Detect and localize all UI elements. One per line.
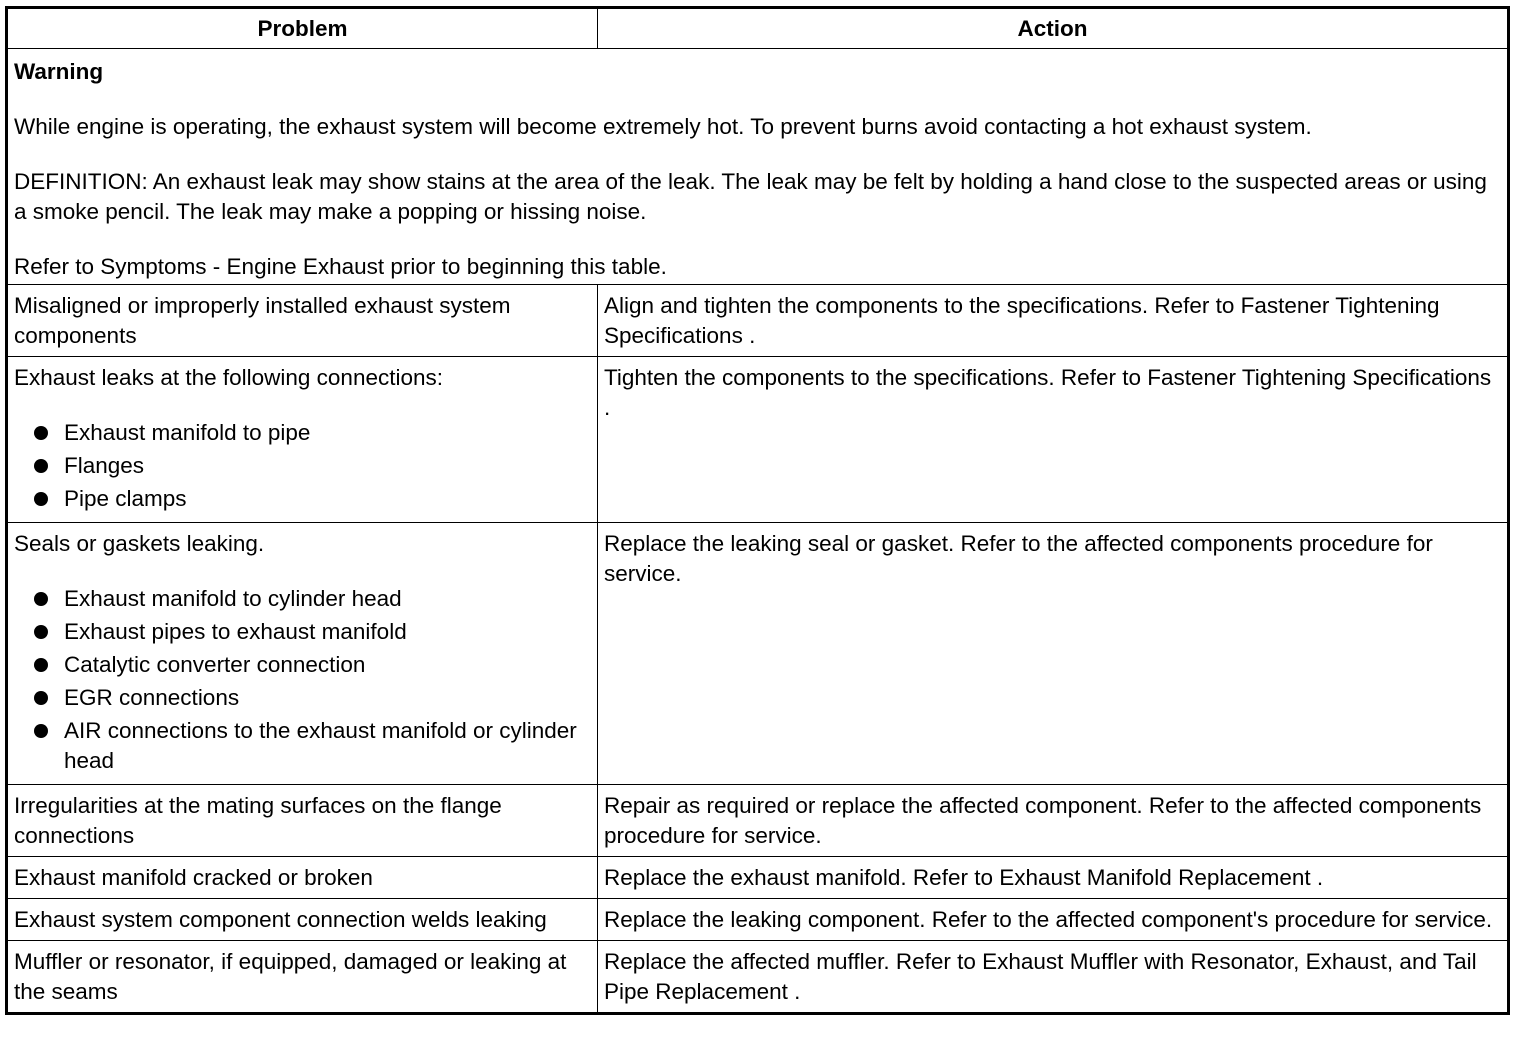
problem-column-header: Problem bbox=[7, 8, 598, 49]
bullet-text: Exhaust manifold to cylinder head bbox=[64, 586, 402, 611]
list-item bbox=[14, 484, 591, 514]
list-item bbox=[14, 683, 591, 713]
problem-cell bbox=[7, 941, 598, 1014]
table-row bbox=[7, 357, 1509, 523]
problem-text: Seals or gaskets leaking. bbox=[14, 531, 265, 556]
action-cell bbox=[598, 523, 1509, 785]
bullet-icon bbox=[34, 691, 48, 705]
action-cell bbox=[598, 941, 1509, 1014]
action-cell bbox=[598, 785, 1509, 857]
problem-cell bbox=[7, 523, 598, 785]
action-text: Replace the leaking component. Refer to the affected component's procedure for service. bbox=[604, 907, 1493, 932]
bullet-text: Flanges bbox=[64, 453, 145, 478]
list-item bbox=[14, 418, 591, 448]
intro-cell bbox=[7, 49, 1509, 285]
list-item bbox=[14, 617, 591, 647]
problem-cell bbox=[7, 899, 598, 941]
header-row bbox=[7, 8, 1509, 49]
table-row bbox=[7, 857, 1509, 899]
action-text: Repair as required or replace the affected component. Refer to the affected components procedure for service. bbox=[604, 793, 1482, 848]
bullet-text: Catalytic converter connection bbox=[64, 652, 366, 677]
table-row bbox=[7, 785, 1509, 857]
problem-text: Irregularities at the mating surfaces on the flange connections bbox=[14, 793, 502, 848]
action-cell bbox=[598, 857, 1509, 899]
warning-title: Warning bbox=[14, 59, 104, 84]
action-column-header: Action bbox=[598, 8, 1509, 49]
bullet-text: Exhaust pipes to exhaust manifold bbox=[64, 619, 407, 644]
problem-cell bbox=[7, 357, 598, 523]
bullet-text: Pipe clamps bbox=[64, 486, 187, 511]
bullet-icon bbox=[34, 592, 48, 606]
bullet-text: AIR connections to the exhaust manifold or cylinder head bbox=[64, 718, 577, 773]
list-item bbox=[14, 584, 591, 614]
problem-bullet-list bbox=[14, 584, 591, 776]
action-text: Replace the affected muffler. Refer to Exhaust Muffler with Resonator, Exhaust, and Tail Pipe Replacement . bbox=[604, 949, 1477, 1004]
problem-text: Misaligned or improperly installed exhaust system components bbox=[14, 293, 511, 348]
intro-row bbox=[7, 49, 1509, 285]
table-row bbox=[7, 285, 1509, 357]
bullet-icon bbox=[34, 492, 48, 506]
problem-text: Exhaust system component connection welds leaking bbox=[14, 907, 547, 932]
list-item bbox=[14, 716, 591, 776]
bullet-text: EGR connections bbox=[64, 685, 240, 710]
action-cell bbox=[598, 285, 1509, 357]
problem-cell bbox=[7, 857, 598, 899]
bullet-icon bbox=[34, 459, 48, 473]
problem-cell bbox=[7, 785, 598, 857]
list-item bbox=[14, 650, 591, 680]
problem-text: Exhaust leaks at the following connections: bbox=[14, 365, 444, 390]
definition-text: DEFINITION: An exhaust leak may show stains at the area of the leak. The leak may be felt by holding a hand close to the suspected areas or using a smoke pencil. The leak may make a popping or hissing noise. bbox=[14, 169, 1487, 224]
action-cell bbox=[598, 357, 1509, 523]
bullet-icon bbox=[34, 426, 48, 440]
refer-text: Refer to Symptoms - Engine Exhaust prior to beginning this table. bbox=[14, 254, 667, 279]
problem-cell bbox=[7, 285, 598, 357]
bullet-icon bbox=[34, 658, 48, 672]
diagnostic-table bbox=[5, 6, 1510, 1015]
bullet-icon bbox=[34, 625, 48, 639]
bullet-icon bbox=[34, 724, 48, 738]
problem-text: Exhaust manifold cracked or broken bbox=[14, 865, 373, 890]
warning-text: While engine is operating, the exhaust system will become extremely hot. To prevent burns avoid contacting a hot exhaust system. bbox=[14, 114, 1312, 139]
bullet-text: Exhaust manifold to pipe bbox=[64, 420, 311, 445]
action-text: Tighten the components to the specifications. Refer to Fastener Tightening Specifications . bbox=[604, 365, 1492, 420]
action-text: Replace the exhaust manifold. Refer to Exhaust Manifold Replacement . bbox=[604, 865, 1324, 890]
problem-bullet-list bbox=[14, 418, 591, 514]
table-row bbox=[7, 941, 1509, 1014]
table-row bbox=[7, 899, 1509, 941]
action-text: Align and tighten the components to the specifications. Refer to Fastener Tightening Specifications . bbox=[604, 293, 1440, 348]
action-cell bbox=[598, 899, 1509, 941]
action-text: Replace the leaking seal or gasket. Refer to the affected components procedure for service. bbox=[604, 531, 1433, 586]
table-row bbox=[7, 523, 1509, 785]
problem-text: Muffler or resonator, if equipped, damaged or leaking at the seams bbox=[14, 949, 567, 1004]
list-item bbox=[14, 451, 591, 481]
